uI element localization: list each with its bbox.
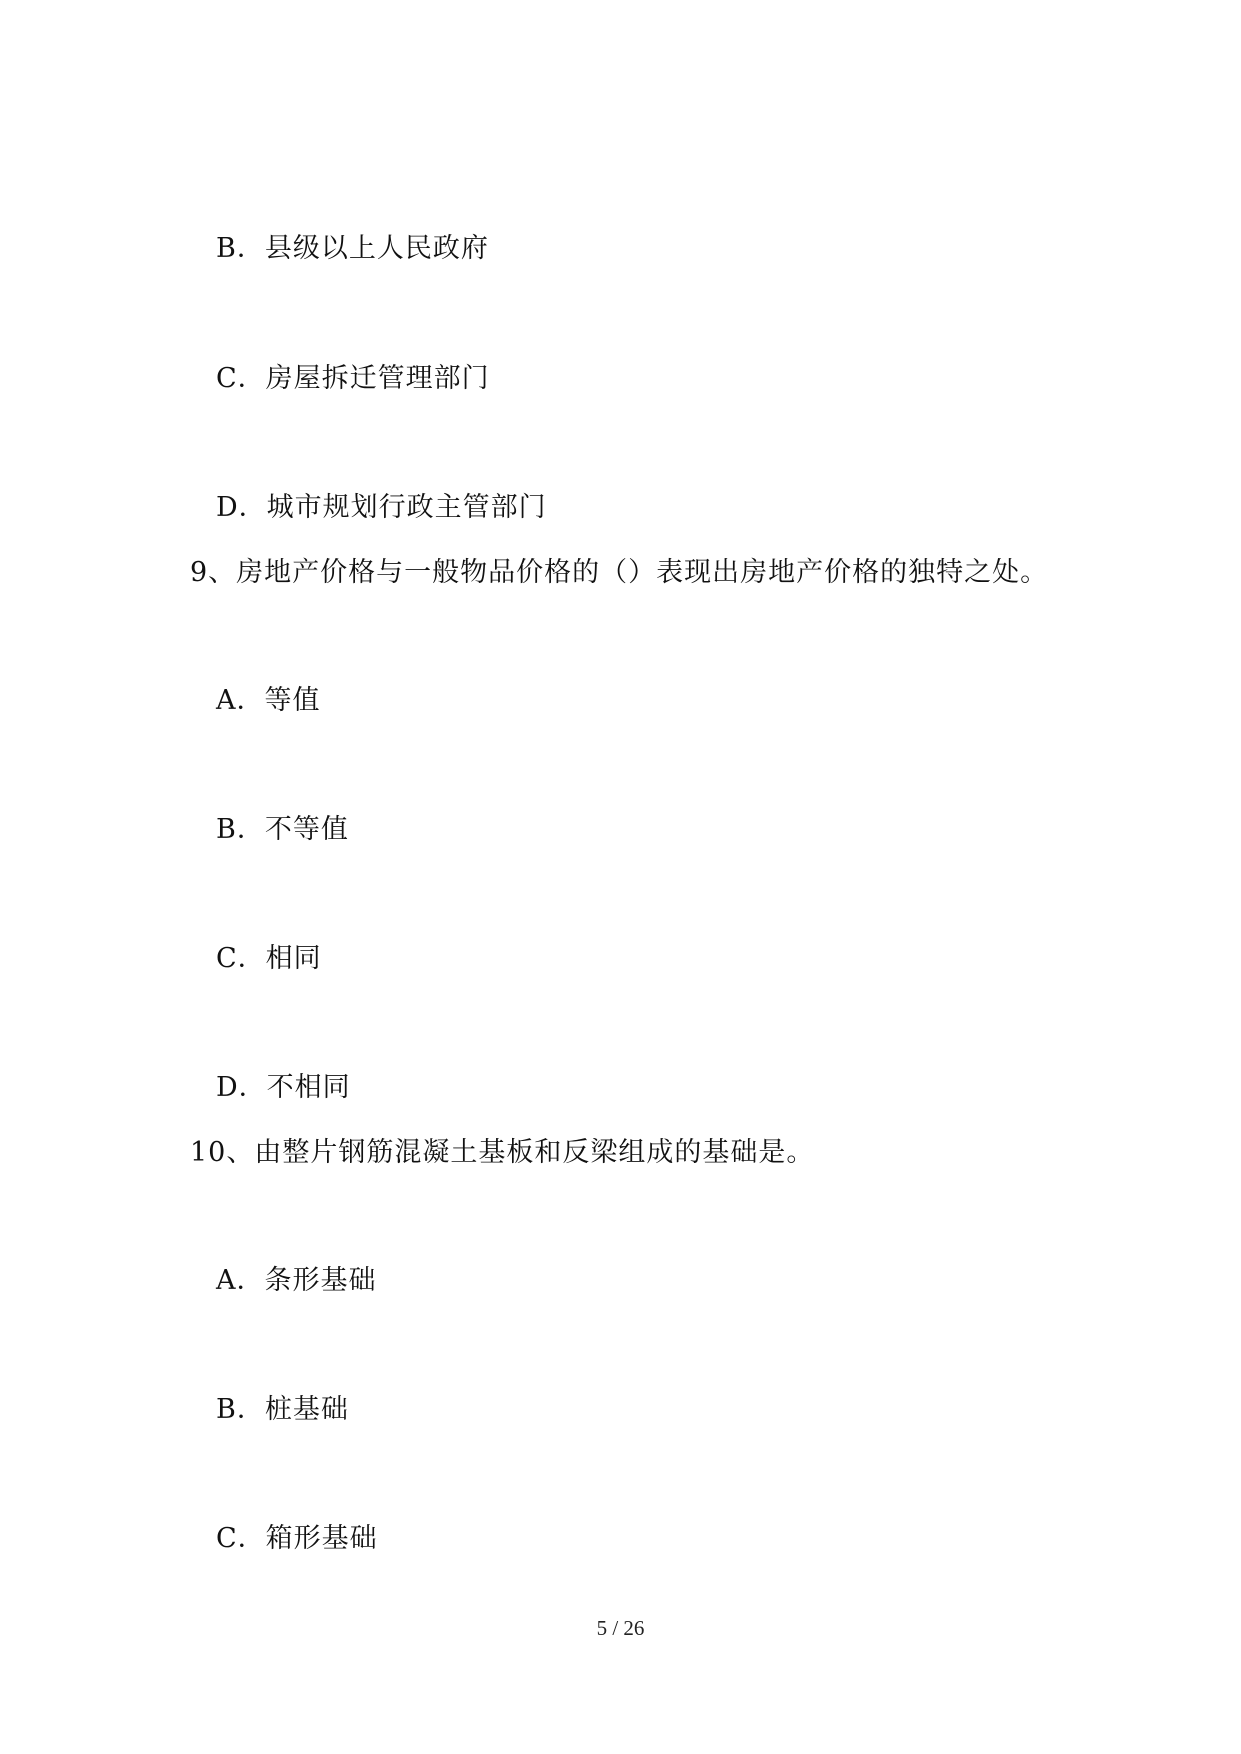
option-q9-c: C．相同 [216,943,322,974]
question-9: 9、房地产价格与一般物品价格的（）表现出房地产价格的独特之处。 [190,557,1049,588]
option-q9-a: A．等值 [216,685,321,716]
option-q9-d: D．不相同 [216,1072,351,1103]
option-q9-b: B．不等值 [216,814,349,845]
question-10: 10、由整片钢筋混凝土基板和反梁组成的基础是。 [190,1137,815,1168]
option-q8-b: B．县级以上人民政府 [216,233,489,264]
option-q10-b: B．桩基础 [216,1394,349,1425]
option-q10-c: C．箱形基础 [216,1523,378,1554]
page-number: 5 / 26 [596,1616,645,1640]
option-q8-c: C．房屋拆迁管理部门 [216,363,490,394]
option-q10-a: A．条形基础 [216,1265,377,1296]
option-q8-d: D．城市规划行政主管部门 [216,492,547,523]
